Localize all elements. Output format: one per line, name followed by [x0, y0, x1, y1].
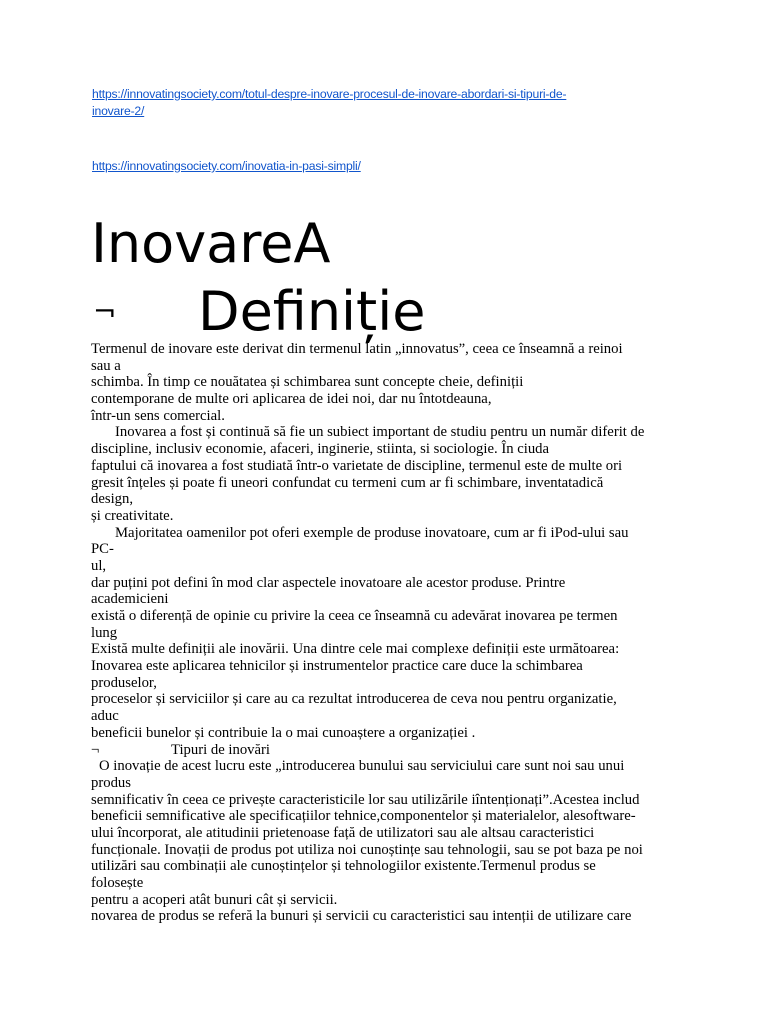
- body-line: schimba. În timp ce nouătatea și schimbarea sunt concepte cheie, definiții: [91, 374, 524, 391]
- body-line: dar puțini pot defini în mod clar aspectele inovatoare ale acestor produse. Printre: [91, 574, 566, 591]
- subheading-bullet: ¬: [91, 741, 100, 758]
- body-line: pentru a acoperi atât bunuri cât și servicii.: [91, 891, 338, 908]
- body-line: O inovație de acest lucru este „introducerea bunului sau serviciului care sunt noi sau unui: [99, 758, 625, 775]
- source-link-1-continuation[interactable]: inovare-2/: [92, 104, 145, 118]
- body-line: utilizări sau combinații ale cunoștințelor și tehnologiilor existente.Termenul produs se: [91, 858, 596, 875]
- body-line: proceselor și serviciilor și care au ca rezultat introducerea de ceva nou pentru organizatie,: [91, 691, 617, 708]
- body-line: design,: [91, 491, 134, 508]
- body-line: există o diferență de opinie cu privire la ceea ce înseamnă cu adevărat inovarea pe termen: [91, 608, 618, 624]
- body-line: beneficii bunelor și contribuie la o mai cunoaștere a organizației .: [91, 724, 476, 741]
- body-line: sau a: [91, 357, 121, 374]
- body-line: PC-: [91, 541, 114, 558]
- body-line: faptului că inovarea a fost studiată într-o varietate de discipline, termenul este de multe ori: [91, 457, 623, 474]
- body-line: folosește: [91, 875, 144, 891]
- source-link-2[interactable]: https://innovatingsociety.com/inovatia-in-pasi-simpli/: [92, 159, 361, 173]
- body-line: Termenul de inovare este derivat din termenul latin „innovatus”, ceea ce înseamnă a reinoi: [91, 341, 623, 357]
- body-line: gresit înțeles și poate fi uneori confundat cu termeni cum ar fi schimbare, inventatadică: [91, 474, 604, 491]
- body-line: academicieni: [91, 591, 169, 608]
- body-line: discipline, inclusiv economie, afaceri, inginerie, stiinta, si sociologie. În ciuda: [91, 441, 550, 458]
- body-line: contemporane de multe ori aplicarea de idei noi, dar nu întotdeauna,: [91, 391, 492, 408]
- body-text: [91, 341, 691, 925]
- body-line: ul,: [91, 557, 107, 574]
- body-line: ului încorporat, ale atitudinii prietenoase față de utilizatori sau ale altsau caracteristici: [91, 824, 595, 841]
- body-line: funcționale. Inovații de produs pot utiliza noi cunoștințe sau tehnologii, sau se pot baza pe noi: [91, 841, 643, 858]
- body-line: semnificativ în ceea ce privește caracteristicile lor sau utilizările iîntenționați”.Acestea includ: [91, 791, 640, 808]
- heading-title: InovareA: [91, 212, 331, 275]
- body-line: produselor,: [91, 674, 157, 691]
- body-line: lung: [91, 624, 118, 641]
- heading-bullet: ¬: [93, 295, 117, 328]
- body-line: beneficii semnificative ale specificațiilor tehnice,componentelor și materialelor, alesoftware-: [91, 808, 636, 825]
- body-line: aduc: [91, 708, 119, 725]
- body-line: Inovarea a fost și continuă să fie un subiect important de studiu pentru un număr diferit de: [115, 424, 645, 441]
- subheading-text: Tipuri de inovări: [171, 741, 271, 758]
- body-line: și creativitate.: [91, 507, 174, 524]
- subheading: [91, 742, 691, 759]
- body-line: într-un sens comercial.: [91, 407, 225, 424]
- body-line: Există multe definiții ale inovării. Una dintre cele mai complexe definiții este următoarea:: [91, 641, 620, 658]
- body-line: novarea de produs se referă la bunuri și servicii cu caracteristici sau intenții de utilizare care: [91, 908, 632, 925]
- body-line: produs: [91, 774, 131, 791]
- body-line: Majoritatea oamenilor pot oferi exemple de produse inovatoare, cum ar fi iPod-ului sau: [115, 524, 629, 541]
- heading-subtitle: Definiție: [198, 280, 426, 343]
- body-line: Inovarea este aplicarea tehnicilor și instrumentelor practice care duce la schimbarea: [91, 658, 583, 675]
- source-link-1[interactable]: https://innovatingsociety.com/totul-despre-inovare-procesul-de-inovare-abordari-si-tipuri-de-: [92, 87, 567, 101]
